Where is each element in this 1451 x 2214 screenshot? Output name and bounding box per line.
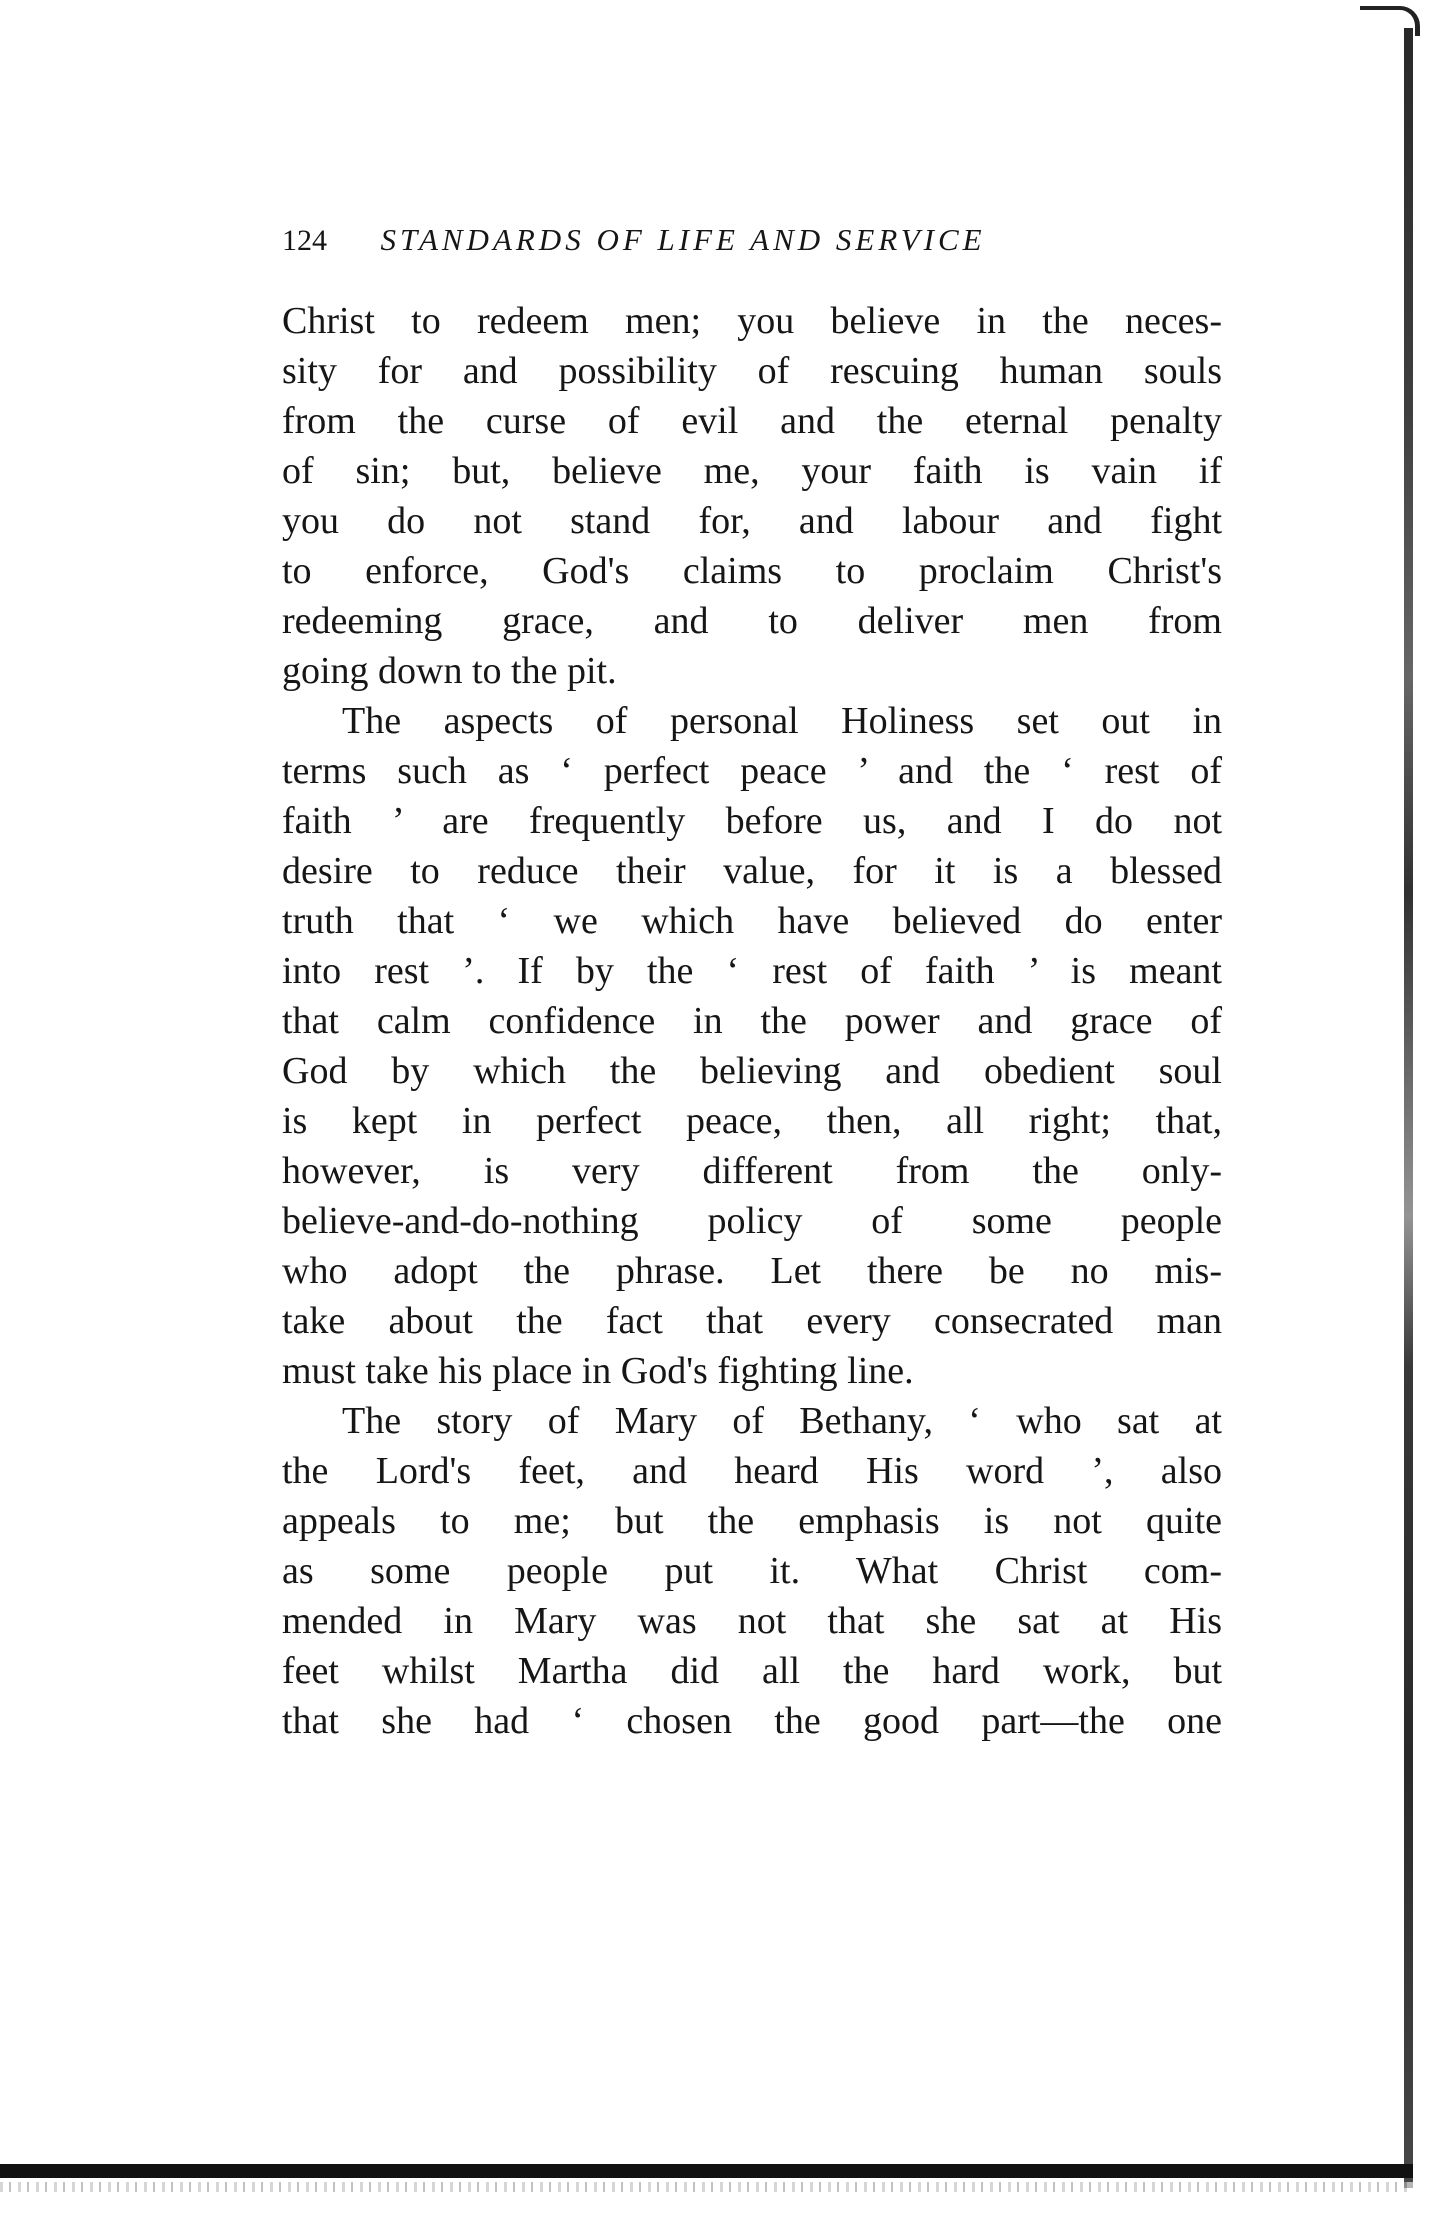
page-number: 124 [282,224,327,257]
text-line: of sin; but, believe me, your faith is vain if [282,450,1222,492]
text-line: sity for and possibility of rescuing human souls [282,350,1222,392]
body-text [282,296,1222,1746]
text-line: as some people put it. What Christ com- [282,1550,1222,1592]
text-line: must take his place in God's fighting line. [282,1350,914,1392]
text-line: to enforce, God's claims to proclaim Christ's [282,550,1222,592]
text-line: into rest ’. If by the ‘ rest of faith ’ is meant [282,950,1222,992]
paragraph [282,696,1222,1396]
text-line: that she had ‘ chosen the good part—the one [282,1700,1222,1742]
text-line: truth that ‘ we which have believed do enter [282,900,1222,942]
text-line: redeeming grace, and to deliver men from [282,600,1222,642]
page-edge-right [1404,28,1413,2188]
running-head: STANDARDS OF LIFE AND SERVICE [380,222,986,257]
text-line: appeals to me; but the emphasis is not quite [282,1500,1222,1542]
text-line: faith ’ are frequently before us, and I do not [282,800,1222,842]
text-line: terms such as ‘ perfect peace ’ and the ‘ rest of [282,750,1222,792]
text-line: that calm confidence in the power and grace of [282,1000,1222,1042]
text-line: Christ to redeem men; you believe in the neces- [282,300,1222,342]
text-line: from the curse of evil and the eternal penalty [282,400,1222,442]
page-edge-bottom [0,2164,1413,2178]
text-line: The aspects of personal Holiness set out in [342,700,1222,742]
text-line: mended in Mary was not that she sat at His [282,1600,1222,1642]
text-line: believe-and-do-nothing policy of some people [282,1200,1222,1242]
text-line: going down to the pit. [282,650,617,692]
text-line: take about the fact that every consecrated man [282,1300,1222,1342]
page-header [282,220,1222,260]
text-line: who adopt the phrase. Let there be no mis- [282,1250,1222,1292]
text-line: desire to reduce their value, for it is a blessed [282,850,1222,892]
text-line: however, is very different from the only- [282,1150,1222,1192]
text-line: the Lord's feet, and heard His word ’, also [282,1450,1222,1492]
text-line: feet whilst Martha did all the hard work, but [282,1650,1222,1692]
scan-noise [0,2182,1413,2192]
text-line: God by which the believing and obedient soul [282,1050,1222,1092]
text-line: is kept in perfect peace, then, all right; that, [282,1100,1222,1142]
paragraph [282,296,1222,696]
paragraph [282,1396,1222,1746]
text-line: you do not stand for, and labour and fight [282,500,1222,542]
text-line: The story of Mary of Bethany, ‘ who sat at [342,1400,1222,1442]
